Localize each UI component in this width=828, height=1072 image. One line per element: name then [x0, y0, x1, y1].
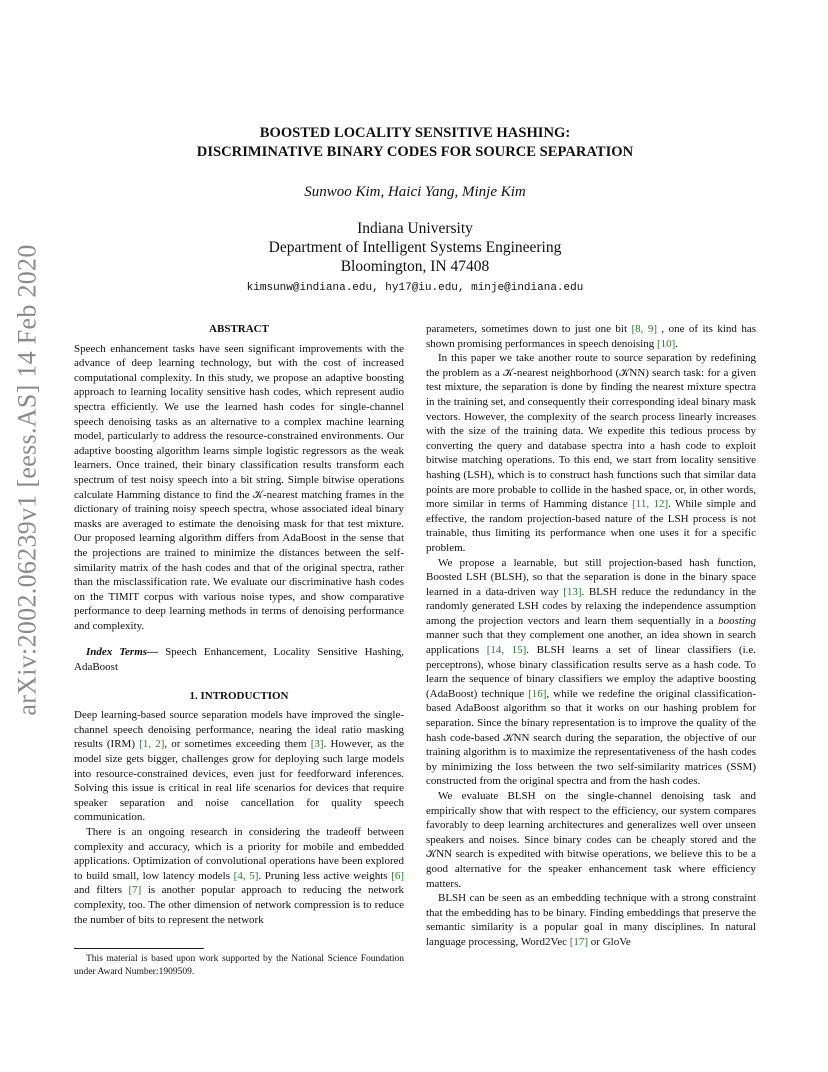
paper-header	[74, 124, 756, 294]
intro-heading: 1. INTRODUCTION	[189, 689, 289, 702]
footnote-divider	[74, 948, 204, 949]
paper-title	[74, 124, 756, 162]
citation-link[interactable]: [7]	[128, 884, 142, 897]
emphasis-boosting: boosting	[718, 614, 756, 627]
index-terms-label: Index Terms—	[86, 646, 159, 659]
citation-link[interactable]: [16]	[528, 687, 547, 700]
citation-link[interactable]: [10]	[656, 337, 676, 350]
right-paragraph-2: We propose a learnable, but still projection-based hash function, Boosted LSH (BLSH), so that the separation is done in the binary space learned in a data-driven way [13]. BLSH reduce the redundancy in the randomly generated LSH codes by relaxing the independence assumption among the projection vectors and learn them sequentially in a boosting manner such that they complement one another, an idea shown in search applications [14, 15]. BLSH learns a set of linear classifiers (i.e. perceptrons), whose binary classification results serve as a hash code. To learn the sequence of binary classifiers we employ the adaptive boosting (AdaBoost) technique [16], while we redefine the original classification-based AdaBoost algorithm so that it works on our hashing problem for separation. Since the binary representation is to improve the quality of the hash code-based 𝒦NN search during the separation, the objective of our training algorithm is to maximize the representativeness of the hash codes by minimizing the loss between the two self-similarity matrices (SSM) constructed from the original spectra and from the hash codes.	[426, 556, 757, 788]
citation-link[interactable]: [1, 2]	[139, 738, 165, 751]
citation-link[interactable]: [17]	[569, 935, 589, 948]
index-terms	[74, 645, 404, 674]
index-terms-text: Speech Enhancement, Locality Sensitive Hashing, AdaBoost	[74, 646, 404, 674]
arxiv-stamp	[4, 244, 52, 716]
left-column	[74, 322, 404, 927]
intro-paragraph-1: Deep learning-based source separation models have improved the single-channel speech denoising performance, nearing the ideal ratio masking results (IRM) [1, 2], or sometimes exceeding them [3]. However, as the model size gets bigger, challenges grow for deploying such large models into resource-constrained devices, even just for feedforward inferences. Solving this issue is critical in real life scenarios for devices that require speaker separation and noise cancellation for quality speech communication.	[74, 709, 405, 824]
citation-link[interactable]: [3]	[310, 738, 324, 751]
abstract-heading: ABSTRACT	[209, 323, 269, 335]
arxiv-stamp-text: arXiv:2002.06239v1 [eess.AS] 14 Feb 2020	[13, 244, 43, 716]
citation-link[interactable]: [4, 5]	[233, 869, 259, 882]
right-paragraph-4: BLSH can be seen as an embedding technique with a strong constraint that the embedding has to be binary. Finding embeddings that preserve the semantic similarity is a popular goal in many disciplines. In natural language processing, Word2Vec [17] or GloVe	[426, 892, 756, 948]
right-column	[426, 322, 756, 950]
citation-link[interactable]: [11, 12]	[632, 498, 669, 511]
affiliation-university: Indiana University	[357, 220, 473, 237]
affiliation	[74, 219, 756, 276]
affiliation-location: Bloomington, IN 47408	[340, 258, 490, 275]
intro-paragraph-2: There is an ongoing research in considering the tradeoff between complexity and accuracy, which is a priority for mobile and embedded applications. Optimization of convolutional operations have been explored to build small, low latency models [4, 5]. Pruning less active weights [6] and filters [7] is another popular approach to reducing the network complexity, too. The other dimension of network compression is to reduce the number of bits to represent the network	[74, 826, 405, 926]
abstract-text: Speech enhancement tasks have seen significant improvements with the advance of deep learning technology, but with the cost of increased computational complexity. In this study, we propose an adaptive boosting approach to learning locality sensitive hash codes, which represent audio spectra efficiently. We use the learned hash codes for single-channel speech denoising tasks as an alternative to a complex machine learning model, particularly to address the resource-constrained environments. Our adaptive boosting algorithm learns simple logistic regressors as the weak learners. Once trained, their binary classification results transform each spectrum of test noisy speech into a bit string. Simple bitwise operations calculate Hamming distance to find the 𝒦-nearest matching frames in the dictionary of training noisy speech spectra, whose associated ideal binary masks are averaged to estimate the denoising mask for that test mixture. Our proposed learning algorithm differs from AdaBoost in the sense that the projections are trained to minimize the distances between the self-similarity matrix of the hash codes and that of the original spectra, rather than the misclassification rate. We evaluate our discriminative hash codes on the TIMIT corpus with various noise types, and show comparative performance to deep learning methods in terms of denoising performance and complexity.	[74, 342, 404, 632]
right-paragraph-1: In this paper we take another route to source separation by redefining the problem as a 𝒦-nearest neighborhood (𝒦NN) search task: for a given test mixture, the separation is done by finding the nearest mixture spectra in the training set, and consequently their corresponding ideal binary mask vectors. However, the complexity of the search process linearly increases with the size of the training data. We expedite this tedious process by converting the query and database spectra into a hash code to exploit bitwise matching operations. To this end, we start from locality sensitive hashing (LSH), which is to construct hash functions such that similar data points are more probable to collide in the hashed space, or, in other words, more similar in terms of Hamming distance [11, 12]. While simple and effective, the random projection-based nature of the LSH process is not trainable, thus limiting its performance when one uses it for a specific problem.	[426, 352, 756, 554]
citation-link[interactable]: [6]	[391, 869, 405, 882]
footnote: This material is based upon work supported by the National Science Foundation under Award Number:1909509.	[74, 954, 404, 977]
title-line-2: DISCRIMINATIVE BINARY CODES FOR SOURCE SEPARATION	[196, 144, 634, 160]
author-list: Sunwoo Kim, Haici Yang, Minje Kim	[304, 184, 526, 200]
citation-link[interactable]: [14, 15]	[486, 644, 527, 657]
title-line-1: BOOSTED LOCALITY SENSITIVE HASHING:	[259, 125, 571, 141]
affiliation-department: Department of Intelligent Systems Engineering	[268, 239, 562, 256]
right-paragraph-3: We evaluate BLSH on the single-channel denoising task and empirically show that with respect to the efficiency, our system compares favorably to deep learning architectures and generalizes well over unseen speakers and noises. Since binary codes can be cheaply stored and the 𝒦NN search is expedited with bitwise operations, we believe this to be a good alternative for the speaker enhancement task where efficiency matters.	[426, 790, 756, 890]
right-paragraph-0: parameters, sometimes down to just one bit [8, 9] , one of its kind has shown promising performances in speech denoising [10].	[426, 323, 756, 350]
citation-link[interactable]: [8, 9]	[631, 323, 657, 335]
author-emails: kimsunw@indiana.edu, hy17@iu.edu, minje@indiana.edu	[246, 282, 584, 294]
citation-link[interactable]: [13]	[563, 585, 582, 598]
